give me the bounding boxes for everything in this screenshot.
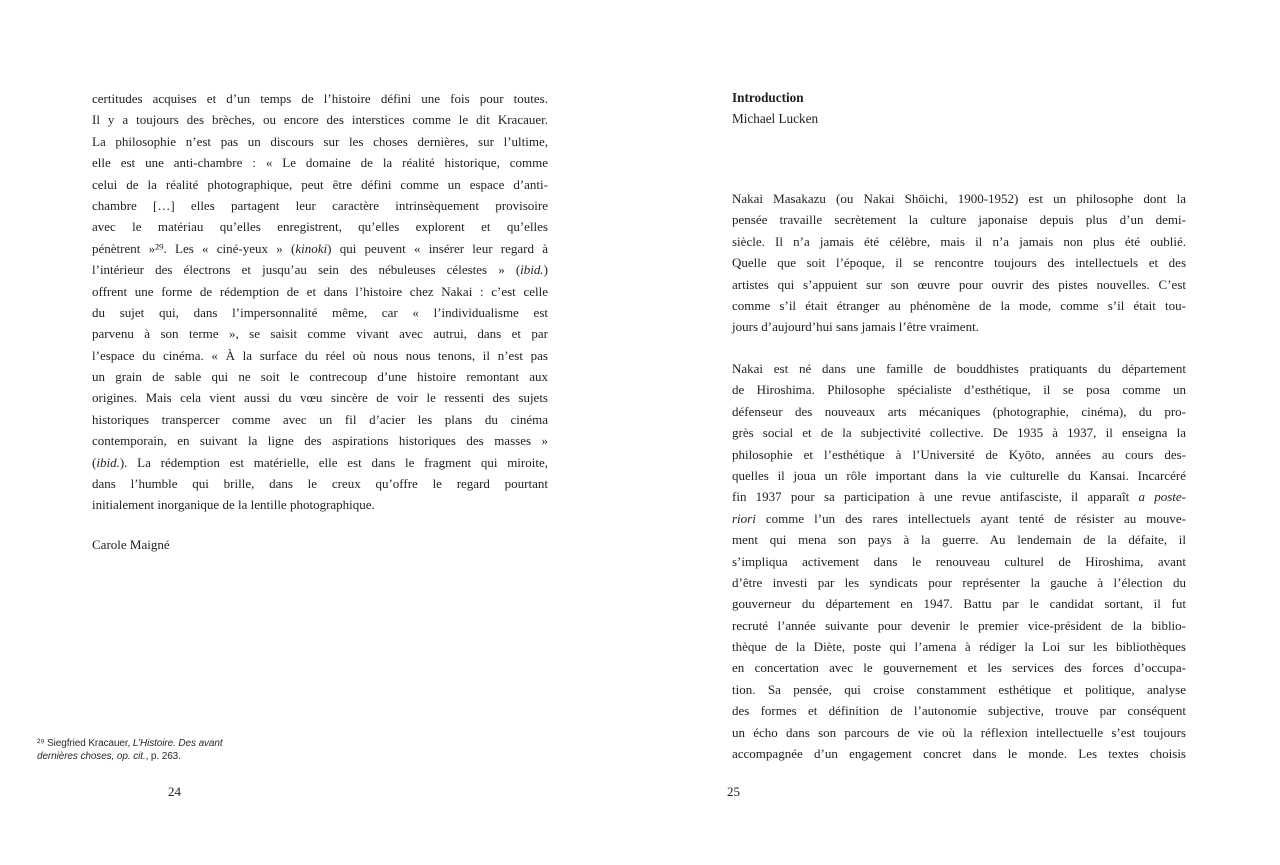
text-line: artistes qui s’appuient sur son œuvre pour ouvrir des pistes nouvelles. C’est xyxy=(732,276,1186,292)
text-line: origines. Mais cela vient aussi du vœu sincère de voir le ressenti des sujets xyxy=(92,390,548,406)
text-line: chambre […] elles partagent leur caractère intrinsèquement provisoire xyxy=(92,197,548,213)
text-line: des formes et définition de l’autonomie subjective, trouve par conséquent xyxy=(732,703,1186,719)
right-paragraph-1 xyxy=(732,188,1186,338)
page-number-left: 24 xyxy=(168,784,181,799)
text-line: quelles il joua un rôle important dans la vie culturelle du Kansai. Incarcéré xyxy=(732,467,1186,483)
text-line: de Hiroshima. Philosophe spécialiste d’esthétique, il se posa comme un xyxy=(732,382,1186,398)
text-line: elle est une anti-chambre : « Le domaine de la réalité historique, comme xyxy=(92,155,548,171)
text-line: Nakai est né dans une famille de bouddhistes pratiquants du département xyxy=(732,361,1186,376)
text-line: l’intérieur des électrons et jusqu’au sein des nébuleuses célestes » (ibid.) xyxy=(92,262,548,278)
text-line: Il y a toujours des brèches, ou encore des interstices comme le dit Kracauer. xyxy=(92,112,548,128)
text-line: riori comme l’un des rares intellectuels ayant tenté de résister au mouve- xyxy=(732,510,1186,526)
text-line: tion. Sa pensée, qui croise constamment esthétique et politique, analyse xyxy=(732,681,1186,697)
text-line: accompagnée d’un engagement concret dans le monde. Les textes choisis xyxy=(732,746,1186,762)
text-line: celui de la réalité photographique, peut être défini comme un espace d’anti- xyxy=(92,176,548,192)
text-line: Quelle que soit l’époque, il se rencontre toujours des intellectuels et des xyxy=(732,255,1186,271)
text-line: philosophie et l’esthétique à l’Université de Kyōto, années au cours des- xyxy=(732,446,1186,462)
text-line: gouverneur du département en 1947. Battu par le candidat sortant, il fut xyxy=(732,596,1186,612)
text-line: jours d’aujourd’hui sans jamais l’être vraiment. xyxy=(732,319,979,335)
author-name: Michael Lucken xyxy=(732,111,819,127)
text-line: dans l’humble qui brille, dans le creux qu’offre le regard pourtant xyxy=(92,476,548,492)
chapter-title: Introduction xyxy=(732,90,804,105)
text-line: pénètrent »²⁹. Les « ciné-yeux » (kinoki) qui peuvent « insérer leur regard à xyxy=(92,240,548,256)
text-line: avec le matériau qu’elles enregistrent, qu’elles explorent et qu’elles xyxy=(92,219,548,235)
text-line: grès social et de la subjectivité collective. De 1935 à 1937, il enseigna la xyxy=(732,425,1186,441)
text-line: pensée travaille secrètement la culture japonaise depuis plus d’un demi- xyxy=(732,212,1186,228)
text-line: La philosophie n’est pas un discours sur les choses dernières, sur l’ultime, xyxy=(92,133,548,149)
text-line: s’impliqua activement dans le renouveau culturel de Hiroshima, avant xyxy=(732,553,1186,569)
text-line: parvenu à son terme », se saisit comme vivant avec autrui, dans et par xyxy=(92,326,548,342)
text-line: comme s’il était étranger au phénomène de la mode, comme s’il était tou- xyxy=(732,297,1186,313)
text-line: (ibid.). La rédemption est matérielle, elle est dans le fragment qui miroite, xyxy=(92,454,548,470)
text-line: dernières choses, op. cit., p. 263. xyxy=(37,750,181,762)
signature: Carole Maigné xyxy=(92,537,170,552)
text-line: ²⁹ Siegfried Kracauer, L’Histoire. Des avant xyxy=(37,738,223,749)
chapter-heading-block xyxy=(732,87,1186,130)
text-line: fin 1937 pour sa participation à une revue antifasciste, il apparaît a poste- xyxy=(732,489,1186,505)
text-line: offrent une forme de rédemption de et dans l’histoire chez Nakai : c’est celle xyxy=(92,283,548,299)
right-paragraph-2 xyxy=(732,358,1186,764)
text-line: contemporain, en suivant la ligne des aspirations historiques des masses » xyxy=(92,433,548,449)
text-line: défenseur des nouveaux arts mécaniques (photographie, cinéma), du pro- xyxy=(732,403,1186,419)
text-line: un écho dans son parcours de vie où la réflexion intellectuelle s’est toujours xyxy=(732,724,1186,740)
text-line: initialement inorganique de la lentille photographique. xyxy=(92,497,375,513)
left-body-text xyxy=(92,88,548,516)
text-line: Nakai Masakazu (ou Nakai Shōichi, 1900-1952) est un philosophe dont la xyxy=(732,191,1186,206)
text-line: en concertation avec le gouvernement et les services des forces d’occupa- xyxy=(732,660,1186,676)
text-line: l’espace du cinéma. « À la surface du réel où nous nous tenons, il n’est pas xyxy=(92,347,548,363)
page-number-right: 25 xyxy=(727,784,740,799)
text-line: ment qui mena son pays à la guerre. Au lendemain de la défaite, il xyxy=(732,532,1186,548)
text-line: historiques transpercer comme avec un fil d’acier les plans du cinéma xyxy=(92,411,548,427)
text-line: thèque de la Diète, poste qui l’amena à rédiger la Loi sur les bibliothèques xyxy=(732,639,1186,655)
text-line: recruté l’année suivante pour devenir le premier vice-président de la biblio- xyxy=(732,617,1186,633)
footnote xyxy=(37,738,223,763)
text-line: certitudes acquises et d’un temps de l’histoire défini une fois pour toutes. xyxy=(92,91,548,106)
text-line: d’être investi par les syndicats pour représenter la gauche à l’élection du xyxy=(732,574,1186,590)
text-line: un grain de sable qui ne soit le contrecoup d’une histoire remontant aux xyxy=(92,369,548,385)
text-line: siècle. Il n’a jamais été célèbre, mais il n’a jamais non plus été oublié. xyxy=(732,233,1186,249)
text-line: du sujet qui, dans l’impersonnalité même, car « l’individualisme est xyxy=(92,304,548,320)
